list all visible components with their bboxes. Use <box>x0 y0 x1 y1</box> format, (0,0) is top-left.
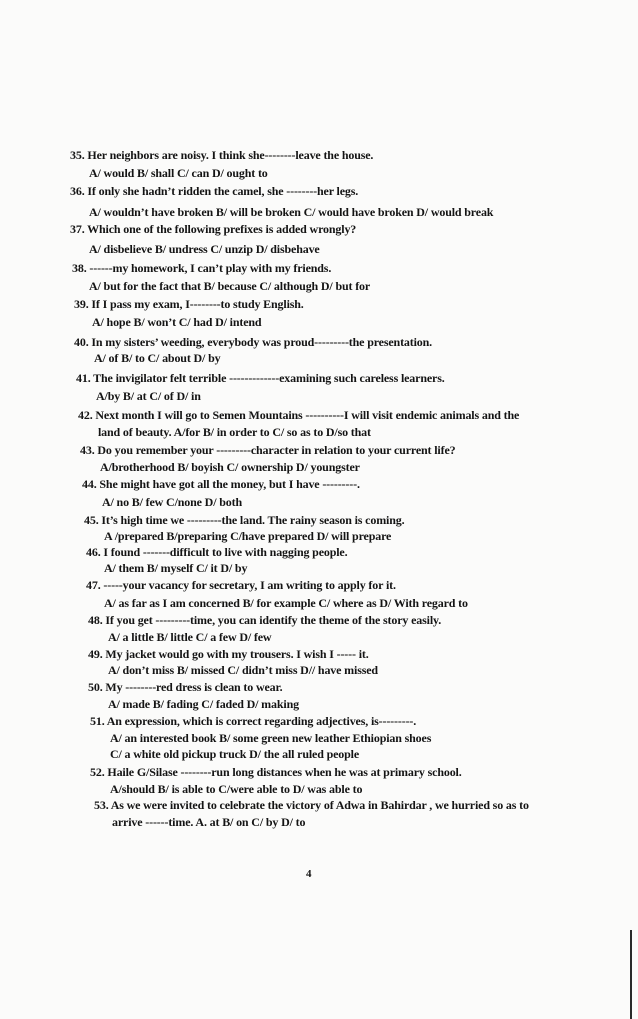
question-53: 53. As we were invited to celebrate the victory of Adwa in Bahirdar , we hurried so as to <box>94 798 529 812</box>
question-44: 44. She might have got all the money, but I have ---------. <box>82 477 360 491</box>
question-41: 41. The invigilator felt terrible -------------examining such careless learners. <box>76 371 445 385</box>
question-50: 50. My --------red dress is clean to wear. <box>88 680 283 694</box>
question-39: 39. If I pass my exam, I--------to study English. <box>74 297 304 311</box>
question-49: 49. My jacket would go with my trousers. I wish I ----- it. <box>88 647 369 661</box>
question-48: 48. If you get ---------time, you can identify the theme of the story easily. <box>88 613 442 627</box>
question-46: 46. I found -------difficult to live with nagging people. <box>86 545 348 559</box>
question-51: 51. An expression, which is correct regarding adjectives, is---------. <box>90 714 417 728</box>
options-51-ab: A/ an interested book B/ some green new leather Ethiopian shoes <box>110 731 432 745</box>
options-51-cd: C/ a white old pickup truck D/ the all ruled people <box>110 747 360 761</box>
page-number: 4 <box>306 868 312 880</box>
options-37: A/ disbelieve B/ undress C/ unzip D/ disbehave <box>89 242 320 256</box>
options-42: land of beauty. A/for B/ in order to C/ so as to D/so that <box>98 425 371 439</box>
question-40: 40. In my sisters’ weeding, everybody was proud---------the presentation. <box>74 335 433 349</box>
options-47: A/ as far as I am concerned B/ for example C/ where as D/ With regard to <box>104 596 468 610</box>
options-48: A/ a little B/ little C/ a few D/ few <box>108 630 272 644</box>
options-36: A/ wouldn’t have broken B/ will be broken C/ would have broken D/ would break <box>89 205 494 219</box>
options-46: A/ them B/ myself C/ it D/ by <box>104 561 248 575</box>
options-50: A/ made B/ fading C/ faded D/ making <box>108 697 299 711</box>
question-45: 45. It’s high time we ---------the land. The rainy season is coming. <box>84 513 405 527</box>
options-35: A/ would B/ shall C/ can D/ ought to <box>89 166 268 180</box>
options-43: A/brotherhood B/ boyish C/ ownership D/ youngster <box>100 460 360 474</box>
question-47: 47. -----your vacancy for secretary, I am writing to apply for it. <box>86 578 396 592</box>
question-38: 38. ------my homework, I can’t play with my friends. <box>72 261 332 275</box>
options-41: A/by B/ at C/ of D/ in <box>96 389 201 403</box>
scan-edge-line <box>630 930 632 1019</box>
options-45: A /prepared B/preparing C/have prepared D/ will prepare <box>104 529 392 543</box>
options-52: A/should B/ is able to C/were able to D/ was able to <box>110 782 363 796</box>
question-43: 43. Do you remember your ---------character in relation to your current life? <box>80 443 456 457</box>
options-49: A/ don’t miss B/ missed C/ didn’t miss D// have missed <box>108 663 378 677</box>
question-42: 42. Next month I will go to Semen Mountains ----------I will visit endemic animals and the <box>78 408 520 422</box>
options-53: arrive ------time. A. at B/ on C/ by D/ to <box>112 815 306 829</box>
options-44: A/ no B/ few C/none D/ both <box>102 495 242 509</box>
question-37: 37. Which one of the following prefixes is added wrongly? <box>70 222 357 236</box>
question-52: 52. Haile G/Silase --------run long distances when he was at primary school. <box>90 765 462 779</box>
question-36: 36. If only she hadn’t ridden the camel, she --------her legs. <box>70 184 359 198</box>
options-38: A/ but for the fact that B/ because C/ although D/ but for <box>89 279 371 293</box>
options-40: A/ of B/ to C/ about D/ by <box>94 351 221 365</box>
question-35: 35. Her neighbors are noisy. I think she--------leave the house. <box>70 148 374 162</box>
options-39: A/ hope B/ won’t C/ had D/ intend <box>92 315 262 329</box>
